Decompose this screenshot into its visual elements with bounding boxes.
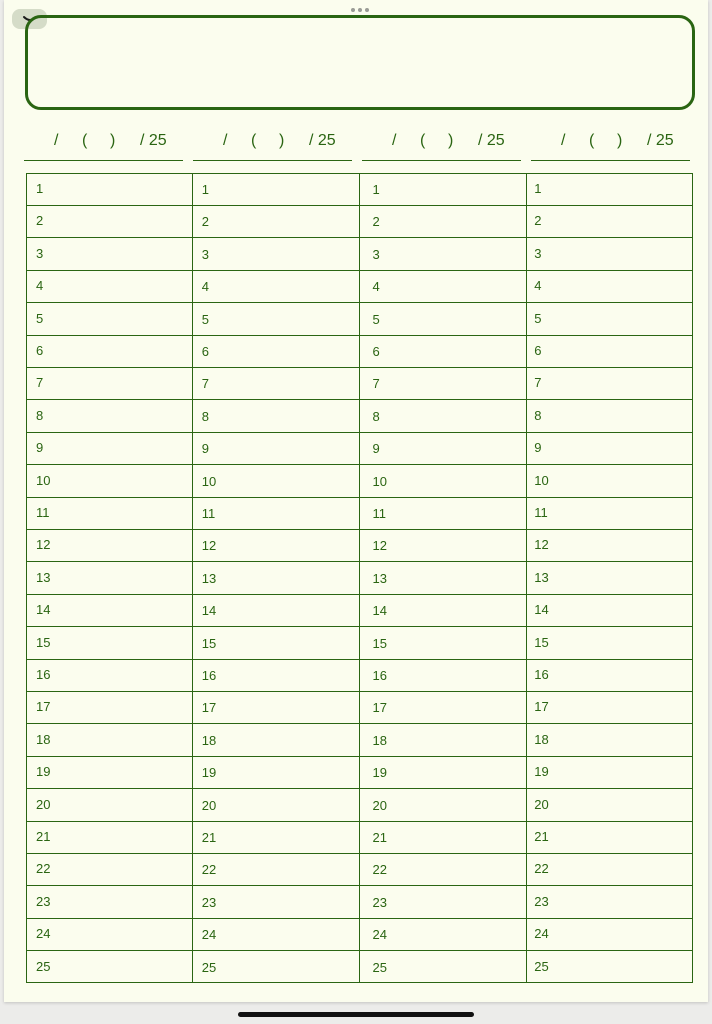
row-number: 22 xyxy=(372,862,387,878)
row-number: 15 xyxy=(201,635,217,651)
row-number: 6 xyxy=(534,343,542,358)
row-number: 12 xyxy=(36,537,51,553)
row-number: 7 xyxy=(36,375,44,391)
row-number: 19 xyxy=(534,764,549,780)
row-number: 10 xyxy=(372,473,387,489)
row-number: 9 xyxy=(201,441,209,457)
row-number: 14 xyxy=(372,603,387,619)
row-number: 15 xyxy=(36,634,51,650)
score-header-2[interactable] xyxy=(193,122,352,161)
row-number: 10 xyxy=(36,472,51,488)
row-number: 21 xyxy=(372,830,387,845)
row-divider xyxy=(27,756,692,757)
row-number: 11 xyxy=(201,506,216,521)
row-number: 25 xyxy=(372,959,387,975)
row-number: 12 xyxy=(534,537,549,553)
row-number: 5 xyxy=(372,311,380,327)
row-number: 2 xyxy=(372,214,380,230)
row-number: 16 xyxy=(36,667,51,682)
worksheet-page xyxy=(4,0,708,1002)
row-number: 1 xyxy=(372,182,380,197)
row-number: 13 xyxy=(534,569,549,585)
row-number: 1 xyxy=(36,181,44,196)
row-divider xyxy=(27,529,692,530)
row-divider xyxy=(27,497,692,498)
row-number: 20 xyxy=(534,796,549,812)
row-divider xyxy=(27,432,692,433)
row-number: 6 xyxy=(201,344,209,359)
row-divider xyxy=(27,691,692,692)
row-divider xyxy=(27,950,692,951)
home-indicator[interactable] xyxy=(238,1012,474,1017)
row-number: 13 xyxy=(201,570,217,586)
row-number: 10 xyxy=(534,472,549,488)
row-divider xyxy=(27,594,692,595)
row-divider xyxy=(27,399,692,400)
row-number: 23 xyxy=(372,894,387,910)
title-box[interactable] xyxy=(25,15,695,110)
row-number: 14 xyxy=(201,603,217,619)
score-total: / 25 xyxy=(647,132,674,149)
row-number: 4 xyxy=(534,278,542,294)
row-number: 1 xyxy=(534,181,542,196)
row-number: 2 xyxy=(201,214,209,230)
row-number: 16 xyxy=(201,668,217,683)
row-number: 23 xyxy=(201,894,217,910)
row-divider xyxy=(27,885,692,886)
row-number: 22 xyxy=(534,861,549,877)
row-number: 12 xyxy=(201,538,217,554)
row-divider xyxy=(27,464,692,465)
row-number: 23 xyxy=(36,893,51,909)
row-number: 19 xyxy=(201,765,217,781)
row-number: 8 xyxy=(36,407,44,423)
answer-grid[interactable] xyxy=(26,173,693,983)
more-horizontal-icon[interactable] xyxy=(350,8,370,14)
row-number: 19 xyxy=(36,764,51,780)
row-number: 21 xyxy=(534,829,549,844)
row-number: 24 xyxy=(201,927,217,943)
row-number: 24 xyxy=(534,926,549,942)
row-number: 6 xyxy=(36,343,44,358)
row-number: 19 xyxy=(372,765,387,781)
row-number: 3 xyxy=(534,245,542,261)
row-number: 5 xyxy=(534,310,542,326)
score-paren-close: ) xyxy=(448,132,454,149)
score-header-4[interactable] xyxy=(531,122,690,161)
row-number: 7 xyxy=(372,376,380,392)
row-divider xyxy=(27,561,692,562)
score-paren-open: ( xyxy=(589,132,595,149)
row-number: 21 xyxy=(36,829,51,844)
row-number: 13 xyxy=(36,569,51,585)
score-paren-open: ( xyxy=(82,132,88,149)
row-number: 5 xyxy=(36,310,44,326)
row-number: 22 xyxy=(201,862,217,878)
score-slash: / xyxy=(561,132,566,149)
row-number: 15 xyxy=(534,634,549,650)
row-number: 18 xyxy=(36,731,51,747)
row-number: 18 xyxy=(534,731,549,747)
row-number: 11 xyxy=(372,506,386,521)
score-slash: / xyxy=(223,132,228,149)
row-number: 3 xyxy=(372,246,380,262)
row-number: 11 xyxy=(36,505,50,520)
row-divider xyxy=(27,821,692,822)
row-number: 9 xyxy=(36,440,44,456)
row-number: 18 xyxy=(201,732,217,748)
row-number: 8 xyxy=(372,408,380,424)
row-number: 15 xyxy=(372,635,387,651)
column-divider xyxy=(526,174,527,982)
row-divider xyxy=(27,270,692,271)
row-number: 10 xyxy=(201,473,217,489)
row-divider xyxy=(27,918,692,919)
score-slash: / xyxy=(54,132,59,149)
row-number: 14 xyxy=(36,602,51,618)
row-number: 20 xyxy=(36,796,51,812)
score-header-1[interactable] xyxy=(24,122,183,161)
row-number: 9 xyxy=(372,441,380,457)
row-divider xyxy=(27,788,692,789)
row-number: 7 xyxy=(201,376,209,392)
row-divider xyxy=(27,205,692,206)
row-divider xyxy=(27,302,692,303)
row-number: 1 xyxy=(201,182,209,197)
score-paren-close: ) xyxy=(617,132,623,149)
row-divider xyxy=(27,659,692,660)
score-paren-close: ) xyxy=(279,132,285,149)
score-paren-close: ) xyxy=(110,132,116,149)
score-paren-open: ( xyxy=(251,132,257,149)
row-number: 16 xyxy=(372,668,387,683)
row-number: 25 xyxy=(36,958,51,974)
score-total: / 25 xyxy=(478,132,505,149)
row-number: 13 xyxy=(372,570,387,586)
row-number: 7 xyxy=(534,375,542,391)
row-number: 8 xyxy=(534,407,542,423)
score-slash: / xyxy=(392,132,397,149)
row-divider xyxy=(27,626,692,627)
row-number: 25 xyxy=(201,959,217,975)
row-divider xyxy=(27,335,692,336)
row-number: 12 xyxy=(372,538,387,554)
row-number: 17 xyxy=(201,700,217,716)
row-number: 3 xyxy=(36,245,44,261)
column-divider xyxy=(192,174,193,982)
row-number: 23 xyxy=(534,893,549,909)
row-number: 17 xyxy=(36,699,51,715)
row-number: 20 xyxy=(372,797,387,813)
row-number: 17 xyxy=(534,699,549,715)
row-number: 25 xyxy=(534,958,549,974)
row-number: 24 xyxy=(372,927,387,943)
row-number: 11 xyxy=(534,505,548,520)
score-total: / 25 xyxy=(309,132,336,149)
row-number: 22 xyxy=(36,861,51,877)
row-number: 8 xyxy=(201,408,209,424)
row-divider xyxy=(27,237,692,238)
row-number: 21 xyxy=(201,830,217,845)
score-total: / 25 xyxy=(140,132,167,149)
row-divider xyxy=(27,723,692,724)
row-number: 4 xyxy=(372,279,380,295)
row-number: 24 xyxy=(36,926,51,942)
row-divider xyxy=(27,853,692,854)
row-number: 14 xyxy=(534,602,549,618)
score-header-3[interactable] xyxy=(362,122,521,161)
row-number: 17 xyxy=(372,700,387,716)
row-number: 6 xyxy=(372,344,380,359)
row-divider xyxy=(27,367,692,368)
column-divider xyxy=(359,174,360,982)
row-number: 2 xyxy=(534,213,542,229)
row-number: 4 xyxy=(201,279,209,295)
row-number: 16 xyxy=(534,667,549,682)
row-number: 5 xyxy=(201,311,209,327)
row-number: 3 xyxy=(201,246,209,262)
row-number: 20 xyxy=(201,797,217,813)
row-number: 9 xyxy=(534,440,542,456)
row-number: 4 xyxy=(36,278,44,294)
score-paren-open: ( xyxy=(420,132,426,149)
row-number: 18 xyxy=(372,732,387,748)
row-number: 2 xyxy=(36,213,44,229)
